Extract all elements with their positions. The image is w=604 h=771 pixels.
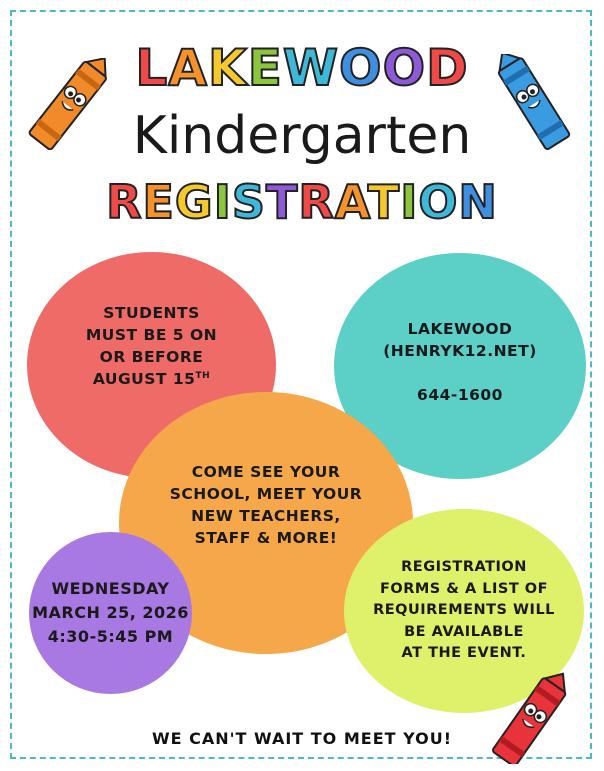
lakewood-letter: D bbox=[426, 39, 469, 97]
forms-line-5: AT THE EVENT. bbox=[401, 645, 527, 662]
welcome-line-2: SCHOOL, MEET YOUR bbox=[169, 485, 363, 503]
lakewood-letter: O bbox=[382, 39, 427, 97]
lakewood-letter: O bbox=[339, 39, 383, 97]
registration-letter: I bbox=[213, 175, 232, 229]
event-time: 4:30-5:45 PM bbox=[47, 627, 174, 646]
registration-letter: T bbox=[367, 175, 401, 229]
registration-letter: R bbox=[106, 175, 143, 229]
contact-website: (HENRYK12.NET) bbox=[383, 342, 537, 360]
registration-letter: E bbox=[142, 175, 175, 229]
registration-letter: S bbox=[231, 175, 266, 229]
registration-letter: T bbox=[265, 175, 299, 229]
registration-letter: A bbox=[334, 175, 368, 229]
registration-letter: N bbox=[458, 175, 498, 229]
footer-message: WE CAN'T WAIT TO MEET YOU! bbox=[151, 729, 453, 748]
lakewood-letter: E bbox=[247, 39, 283, 97]
blue-crayon-icon bbox=[492, 54, 574, 150]
orange-crayon-icon bbox=[28, 58, 110, 150]
age-date-suffix: TH bbox=[195, 370, 211, 381]
age-line-4 bbox=[86, 368, 217, 390]
contact-school: LAKEWOOD bbox=[407, 320, 513, 338]
welcome-line-4: STAFF & MORE! bbox=[194, 529, 338, 547]
registration-letter: O bbox=[418, 175, 459, 229]
registration-letter: G bbox=[174, 175, 214, 229]
forms-line-1: REGISTRATION bbox=[401, 559, 527, 576]
title-registration bbox=[0, 172, 604, 232]
registration-letter: R bbox=[298, 175, 335, 229]
age-line-2: MUST BE 5 ON bbox=[85, 326, 218, 344]
event-date-circle bbox=[29, 532, 192, 694]
forms-line-4: BE AVAILABLE bbox=[404, 623, 524, 640]
event-date: MARCH 25, 2026 bbox=[32, 603, 189, 622]
registration-letter: I bbox=[400, 175, 419, 229]
lakewood-letter: A bbox=[168, 39, 208, 97]
age-line-3: OR BEFORE bbox=[99, 348, 204, 366]
age-date: AUGUST 15 bbox=[92, 370, 196, 388]
lakewood-letter: K bbox=[207, 39, 248, 97]
contact-phone: 644-1600 bbox=[417, 386, 503, 404]
red-crayon-icon bbox=[490, 672, 574, 764]
title-kindergarten: Kindergarten bbox=[132, 106, 472, 166]
lakewood-letter: W bbox=[282, 39, 340, 97]
age-line-1: STUDENTS bbox=[103, 304, 200, 322]
welcome-line-3: NEW TEACHERS, bbox=[191, 507, 341, 525]
welcome-line-1: COME SEE YOUR bbox=[191, 463, 341, 481]
forms-line-2: FORMS & A LIST OF bbox=[379, 580, 548, 597]
forms-line-3: REQUIREMENTS WILL bbox=[373, 602, 555, 619]
lakewood-letter: L bbox=[135, 39, 169, 97]
event-day: WEDNESDAY bbox=[51, 579, 170, 598]
